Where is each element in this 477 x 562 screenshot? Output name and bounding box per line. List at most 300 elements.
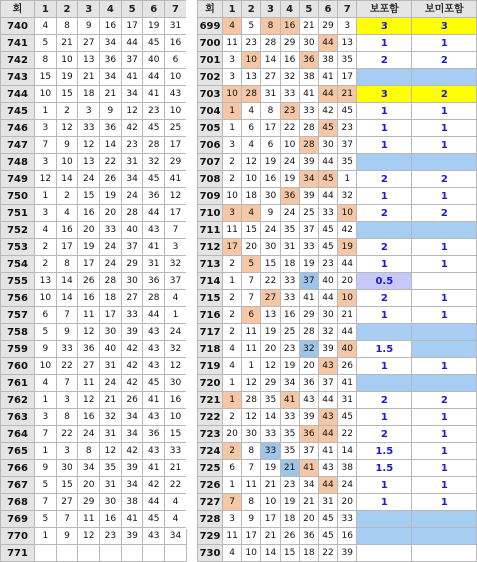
header-col-5[interactable]: 5	[121, 1, 143, 18]
bonus-cell[interactable]: 3	[412, 18, 477, 35]
table-cell[interactable]: 41	[121, 69, 143, 86]
table-cell[interactable]: 23	[338, 120, 357, 137]
table-cell[interactable]: 44	[338, 324, 357, 341]
table-cell[interactable]: 37	[299, 443, 318, 460]
table-cell[interactable]: 16	[56, 222, 78, 239]
table-cell[interactable]: 24	[338, 477, 357, 494]
table-cell[interactable]: 2	[223, 154, 242, 171]
table-cell[interactable]: 21	[299, 494, 318, 511]
table-cell[interactable]: 42	[121, 443, 143, 460]
row-header[interactable]: 718	[198, 341, 223, 358]
table-cell[interactable]	[35, 545, 57, 562]
table-cell[interactable]: 16	[78, 409, 100, 426]
table-cell[interactable]: 33	[280, 86, 299, 103]
table-cell[interactable]: 19	[261, 460, 280, 477]
table-cell[interactable]: 10	[165, 69, 187, 86]
table-cell[interactable]: 24	[78, 426, 100, 443]
table-cell[interactable]: 21	[100, 392, 122, 409]
table-cell[interactable]: 10	[242, 52, 261, 69]
bonus-cell[interactable]: 1	[412, 409, 477, 426]
table-cell[interactable]: 15	[78, 188, 100, 205]
table-cell[interactable]: 41	[299, 290, 318, 307]
table-cell[interactable]: 30	[121, 273, 143, 290]
table-cell[interactable]: 17	[56, 239, 78, 256]
table-cell[interactable]: 20	[78, 222, 100, 239]
bonus-cell[interactable]	[412, 341, 477, 358]
bonus-cell[interactable]	[357, 545, 412, 562]
row-header[interactable]: 705	[198, 120, 223, 137]
table-cell[interactable]: 16	[165, 392, 187, 409]
table-cell[interactable]: 8	[56, 18, 78, 35]
header-col-6[interactable]: 6	[318, 1, 337, 18]
table-cell[interactable]: 25	[299, 205, 318, 222]
table-cell[interactable]: 4	[242, 137, 261, 154]
row-header[interactable]: 730	[198, 545, 223, 562]
row-header[interactable]: 701	[198, 52, 223, 69]
table-cell[interactable]: 7	[242, 273, 261, 290]
table-cell[interactable]: 33	[165, 443, 187, 460]
table-cell[interactable]: 37	[299, 222, 318, 239]
table-cell[interactable]: 30	[165, 375, 187, 392]
table-cell[interactable]: 35	[280, 426, 299, 443]
table-cell[interactable]: 36	[100, 52, 122, 69]
table-cell[interactable]: 21	[338, 86, 357, 103]
bonus-cell[interactable]: 1.5	[357, 443, 412, 460]
table-cell[interactable]: 10	[56, 52, 78, 69]
bonus-cell[interactable]: 1	[412, 137, 477, 154]
table-cell[interactable]: 1	[338, 171, 357, 188]
table-cell[interactable]: 3	[78, 103, 100, 120]
bonus-cell[interactable]: 1	[412, 188, 477, 205]
bonus-cell[interactable]: 1	[412, 120, 477, 137]
table-cell[interactable]: 1	[35, 103, 57, 120]
table-cell[interactable]: 3	[56, 392, 78, 409]
table-cell[interactable]: 3	[35, 154, 57, 171]
row-header[interactable]: 703	[198, 86, 223, 103]
table-cell[interactable]: 32	[338, 188, 357, 205]
table-cell[interactable]: 6	[35, 307, 57, 324]
row-header[interactable]: 715	[198, 290, 223, 307]
table-cell[interactable]: 11	[242, 324, 261, 341]
table-cell[interactable]: 17	[78, 256, 100, 273]
table-cell[interactable]: 40	[338, 341, 357, 358]
row-header[interactable]: 747	[1, 137, 35, 154]
header-col-7[interactable]: 7	[165, 1, 187, 18]
table-cell[interactable]: 1	[223, 120, 242, 137]
table-cell[interactable]: 30	[261, 239, 280, 256]
table-cell[interactable]: 21	[78, 69, 100, 86]
row-header[interactable]: 764	[1, 426, 35, 443]
table-cell[interactable]: 29	[280, 35, 299, 52]
table-cell[interactable]: 12	[261, 358, 280, 375]
table-cell[interactable]: 39	[121, 528, 143, 545]
table-cell[interactable]: 27	[78, 35, 100, 52]
table-cell[interactable]: 18	[242, 188, 261, 205]
table-cell[interactable]: 45	[318, 239, 337, 256]
table-cell[interactable]: 22	[165, 477, 187, 494]
table-cell[interactable]: 29	[261, 375, 280, 392]
row-header[interactable]: 743	[1, 69, 35, 86]
table-cell[interactable]: 2	[223, 307, 242, 324]
row-header[interactable]: 760	[1, 358, 35, 375]
table-cell[interactable]: 4	[35, 18, 57, 35]
table-cell[interactable]: 20	[261, 341, 280, 358]
table-cell[interactable]: 12	[242, 154, 261, 171]
table-cell[interactable]: 1	[35, 443, 57, 460]
table-cell[interactable]: 34	[299, 171, 318, 188]
table-cell[interactable]: 40	[318, 273, 337, 290]
table-cell[interactable]: 6	[242, 307, 261, 324]
bonus-cell[interactable]	[357, 511, 412, 528]
row-header[interactable]: 750	[1, 188, 35, 205]
table-cell[interactable]: 40	[100, 341, 122, 358]
table-cell[interactable]: 4	[242, 103, 261, 120]
bonus-cell[interactable]: 1	[357, 120, 412, 137]
table-cell[interactable]: 30	[318, 307, 337, 324]
row-header[interactable]: 752	[1, 222, 35, 239]
table-cell[interactable]: 23	[121, 137, 143, 154]
table-cell[interactable]: 1	[35, 188, 57, 205]
bonus-cell[interactable]: 1	[412, 494, 477, 511]
table-cell[interactable]: 3	[223, 52, 242, 69]
bonus-cell[interactable]: 1	[412, 307, 477, 324]
table-cell[interactable]: 41	[318, 443, 337, 460]
table-cell[interactable]: 1	[223, 375, 242, 392]
table-cell[interactable]: 6	[242, 120, 261, 137]
bonus-cell[interactable]: 2	[357, 52, 412, 69]
table-cell[interactable]: 4	[165, 290, 187, 307]
table-cell[interactable]: 43	[143, 341, 165, 358]
table-cell[interactable]: 41	[121, 511, 143, 528]
table-cell[interactable]: 41	[143, 460, 165, 477]
table-cell[interactable]: 32	[165, 256, 187, 273]
table-cell[interactable]: 34	[121, 171, 143, 188]
table-cell[interactable]: 7	[242, 460, 261, 477]
table-cell[interactable]: 11	[78, 511, 100, 528]
table-cell[interactable]: 5	[242, 256, 261, 273]
table-cell[interactable]: 43	[143, 528, 165, 545]
header-col-5[interactable]: 5	[299, 1, 318, 18]
table-cell[interactable]: 16	[78, 205, 100, 222]
table-cell[interactable]: 36	[280, 188, 299, 205]
table-cell[interactable]: 23	[242, 35, 261, 52]
table-cell[interactable]: 44	[143, 69, 165, 86]
header-col-4[interactable]: 4	[280, 1, 299, 18]
row-header[interactable]: 709	[198, 188, 223, 205]
table-cell[interactable]: 44	[318, 188, 337, 205]
table-cell[interactable]: 43	[165, 86, 187, 103]
table-cell[interactable]: 26	[280, 528, 299, 545]
bonus-cell[interactable]: 0.5	[357, 273, 412, 290]
table-cell[interactable]: 42	[143, 477, 165, 494]
table-cell[interactable]: 41	[143, 86, 165, 103]
table-cell[interactable]: 2	[56, 188, 78, 205]
table-cell[interactable]: 22	[56, 426, 78, 443]
table-cell[interactable]: 7	[56, 307, 78, 324]
table-cell[interactable]: 10	[165, 103, 187, 120]
table-cell[interactable]: 45	[318, 511, 337, 528]
header-round[interactable]: 회	[198, 1, 223, 18]
table-cell[interactable]: 35	[280, 222, 299, 239]
row-header[interactable]: 757	[1, 307, 35, 324]
table-cell[interactable]: 1	[242, 358, 261, 375]
header-col-1[interactable]: 1	[35, 1, 57, 18]
table-cell[interactable]: 29	[318, 18, 337, 35]
table-cell[interactable]: 22	[280, 120, 299, 137]
table-cell[interactable]: 42	[338, 222, 357, 239]
table-cell[interactable]: 24	[121, 188, 143, 205]
table-cell[interactable]: 12	[121, 103, 143, 120]
table-cell[interactable]: 37	[121, 52, 143, 69]
bonus-cell[interactable]: 2	[357, 426, 412, 443]
table-cell[interactable]: 31	[318, 494, 337, 511]
bonus-cell[interactable]: 1	[357, 103, 412, 120]
table-cell[interactable]: 1	[35, 392, 57, 409]
table-cell[interactable]: 44	[318, 426, 337, 443]
table-cell[interactable]: 20	[100, 205, 122, 222]
table-cell[interactable]: 28	[242, 86, 261, 103]
table-cell[interactable]: 3	[223, 205, 242, 222]
table-cell[interactable]: 24	[280, 154, 299, 171]
bonus-cell[interactable]: 1	[357, 137, 412, 154]
table-cell[interactable]: 43	[143, 324, 165, 341]
table-cell[interactable]: 28	[121, 205, 143, 222]
table-cell[interactable]: 19	[78, 239, 100, 256]
header-col-4[interactable]: 4	[100, 1, 122, 18]
table-cell[interactable]: 44	[143, 307, 165, 324]
table-cell[interactable]: 5	[35, 35, 57, 52]
table-cell[interactable]: 25	[165, 120, 187, 137]
table-cell[interactable]: 36	[143, 426, 165, 443]
table-cell[interactable]: 41	[318, 69, 337, 86]
table-cell[interactable]: 34	[121, 477, 143, 494]
row-header[interactable]: 729	[198, 528, 223, 545]
table-cell[interactable]: 5	[35, 477, 57, 494]
table-cell[interactable]: 10	[242, 545, 261, 562]
row-header[interactable]: 767	[1, 477, 35, 494]
table-cell[interactable]: 39	[299, 188, 318, 205]
bonus-cell[interactable]: 2	[412, 205, 477, 222]
table-cell[interactable]: 40	[121, 222, 143, 239]
table-cell[interactable]: 44	[143, 205, 165, 222]
table-cell[interactable]: 14	[261, 52, 280, 69]
table-cell[interactable]: 27	[78, 358, 100, 375]
table-cell[interactable]: 43	[318, 460, 337, 477]
table-cell[interactable]: 27	[261, 290, 280, 307]
table-cell[interactable]: 15	[35, 69, 57, 86]
row-header[interactable]: 742	[1, 52, 35, 69]
header-bonus-9[interactable]: 보미포함	[412, 1, 477, 18]
table-cell[interactable]: 9	[56, 137, 78, 154]
table-cell[interactable]: 37	[121, 239, 143, 256]
bonus-cell[interactable]: 1	[357, 188, 412, 205]
bonus-cell[interactable]: 2	[412, 171, 477, 188]
header-col-2[interactable]: 2	[56, 1, 78, 18]
row-header[interactable]: 754	[1, 256, 35, 273]
table-cell[interactable]: 45	[318, 120, 337, 137]
table-cell[interactable]: 2	[35, 256, 57, 273]
table-cell[interactable]: 7	[165, 222, 187, 239]
row-header[interactable]: 741	[1, 35, 35, 52]
row-header[interactable]: 704	[198, 103, 223, 120]
table-cell[interactable]: 13	[242, 69, 261, 86]
table-cell[interactable]: 34	[280, 375, 299, 392]
table-cell[interactable]: 2	[223, 324, 242, 341]
table-cell[interactable]: 19	[143, 18, 165, 35]
table-cell[interactable]: 25	[280, 324, 299, 341]
table-cell[interactable]: 45	[143, 511, 165, 528]
table-cell[interactable]: 9	[56, 528, 78, 545]
table-cell[interactable]: 37	[165, 273, 187, 290]
table-cell[interactable]: 16	[280, 307, 299, 324]
table-cell[interactable]: 9	[100, 103, 122, 120]
bonus-cell[interactable]	[357, 222, 412, 239]
table-cell[interactable]: 8	[35, 52, 57, 69]
table-cell[interactable]	[165, 545, 187, 562]
table-cell[interactable]	[78, 545, 100, 562]
table-cell[interactable]: 28	[100, 273, 122, 290]
table-cell[interactable]: 2	[223, 256, 242, 273]
table-cell[interactable]: 44	[318, 392, 337, 409]
table-cell[interactable]: 7	[35, 494, 57, 511]
row-header[interactable]: 712	[198, 239, 223, 256]
table-cell[interactable]: 36	[299, 528, 318, 545]
table-cell[interactable]: 8	[78, 443, 100, 460]
table-cell[interactable]: 19	[280, 494, 299, 511]
table-cell[interactable]: 15	[280, 545, 299, 562]
row-header[interactable]: 768	[1, 494, 35, 511]
table-cell[interactable]: 20	[299, 358, 318, 375]
row-header[interactable]: 758	[1, 324, 35, 341]
table-cell[interactable]: 6	[261, 137, 280, 154]
table-cell[interactable]: 4	[165, 511, 187, 528]
row-header[interactable]: 702	[198, 69, 223, 86]
table-cell[interactable]: 30	[318, 137, 337, 154]
table-cell[interactable]: 2	[223, 443, 242, 460]
table-cell[interactable]: 11	[223, 35, 242, 52]
table-cell[interactable]: 26	[338, 358, 357, 375]
table-cell[interactable]: 10	[242, 171, 261, 188]
table-cell[interactable]: 45	[143, 375, 165, 392]
table-cell[interactable]: 10	[280, 137, 299, 154]
table-cell[interactable]: 23	[143, 103, 165, 120]
table-cell[interactable]: 15	[165, 426, 187, 443]
bonus-cell[interactable]: 1	[357, 494, 412, 511]
table-cell[interactable]: 39	[299, 409, 318, 426]
table-cell[interactable]: 8	[242, 443, 261, 460]
table-cell[interactable]: 38	[121, 494, 143, 511]
table-cell[interactable]: 29	[299, 307, 318, 324]
table-cell[interactable]: 7	[35, 426, 57, 443]
row-header[interactable]: 765	[1, 443, 35, 460]
table-cell[interactable]: 34	[100, 69, 122, 86]
table-cell[interactable]: 28	[261, 35, 280, 52]
header-col-1[interactable]: 1	[223, 1, 242, 18]
table-cell[interactable]: 26	[121, 392, 143, 409]
row-header[interactable]: 753	[1, 239, 35, 256]
table-cell[interactable]: 36	[143, 188, 165, 205]
row-header[interactable]: 699	[198, 18, 223, 35]
table-cell[interactable]: 21	[261, 477, 280, 494]
table-cell[interactable]: 23	[318, 256, 337, 273]
table-cell[interactable]: 43	[318, 409, 337, 426]
table-cell[interactable]: 43	[143, 222, 165, 239]
table-cell[interactable]: 4	[223, 18, 242, 35]
table-cell[interactable]: 10	[261, 494, 280, 511]
table-cell[interactable]: 9	[35, 341, 57, 358]
row-header[interactable]: 755	[1, 273, 35, 290]
table-cell[interactable]: 9	[242, 511, 261, 528]
table-cell[interactable]: 26	[78, 273, 100, 290]
bonus-cell[interactable]	[412, 528, 477, 545]
table-cell[interactable]: 11	[78, 307, 100, 324]
table-cell[interactable]: 5	[35, 511, 57, 528]
row-header[interactable]: 763	[1, 409, 35, 426]
bonus-cell[interactable]: 1	[357, 477, 412, 494]
table-cell[interactable]: 31	[280, 239, 299, 256]
table-cell[interactable]: 16	[100, 18, 122, 35]
table-cell[interactable]: 21	[165, 460, 187, 477]
bonus-cell[interactable]: 2	[357, 290, 412, 307]
table-cell[interactable]: 34	[121, 86, 143, 103]
table-cell[interactable]: 39	[299, 154, 318, 171]
table-cell[interactable]: 19	[261, 154, 280, 171]
table-cell[interactable]: 42	[121, 375, 143, 392]
table-cell[interactable]: 32	[280, 69, 299, 86]
bonus-cell[interactable]: 1	[357, 35, 412, 52]
table-cell[interactable]: 33	[280, 273, 299, 290]
table-cell[interactable]: 17	[261, 120, 280, 137]
table-cell[interactable]: 30	[299, 35, 318, 52]
table-cell[interactable]	[100, 545, 122, 562]
row-header[interactable]: 749	[1, 171, 35, 188]
table-cell[interactable]: 24	[78, 171, 100, 188]
table-cell[interactable]: 14	[338, 443, 357, 460]
row-header[interactable]: 726	[198, 477, 223, 494]
table-cell[interactable]: 28	[242, 392, 261, 409]
table-cell[interactable]: 16	[280, 18, 299, 35]
row-header[interactable]: 762	[1, 392, 35, 409]
bonus-cell[interactable]: 1	[357, 256, 412, 273]
table-cell[interactable]: 12	[56, 120, 78, 137]
bonus-cell[interactable]	[412, 545, 477, 562]
row-header[interactable]: 724	[198, 443, 223, 460]
row-header[interactable]: 721	[198, 392, 223, 409]
table-cell[interactable]: 20	[78, 477, 100, 494]
table-cell[interactable]: 18	[280, 511, 299, 528]
table-cell[interactable]: 33	[299, 239, 318, 256]
table-cell[interactable]: 33	[261, 443, 280, 460]
table-cell[interactable]: 16	[280, 52, 299, 69]
header-col-2[interactable]: 2	[242, 1, 261, 18]
table-cell[interactable]: 19	[299, 256, 318, 273]
table-cell[interactable]: 43	[299, 392, 318, 409]
table-cell[interactable]: 3	[35, 120, 57, 137]
row-header[interactable]: 714	[198, 273, 223, 290]
row-header[interactable]: 748	[1, 154, 35, 171]
bonus-cell[interactable]	[412, 324, 477, 341]
row-header[interactable]: 769	[1, 511, 35, 528]
table-cell[interactable]: 4	[242, 205, 261, 222]
table-cell[interactable]: 33	[100, 222, 122, 239]
table-cell[interactable]: 24	[100, 256, 122, 273]
table-cell[interactable]: 34	[78, 460, 100, 477]
table-cell[interactable]: 12	[35, 171, 57, 188]
bonus-cell[interactable]: 3	[357, 18, 412, 35]
table-cell[interactable]: 38	[299, 69, 318, 86]
bonus-cell[interactable]: 2	[357, 205, 412, 222]
table-cell[interactable]: 22	[318, 545, 337, 562]
